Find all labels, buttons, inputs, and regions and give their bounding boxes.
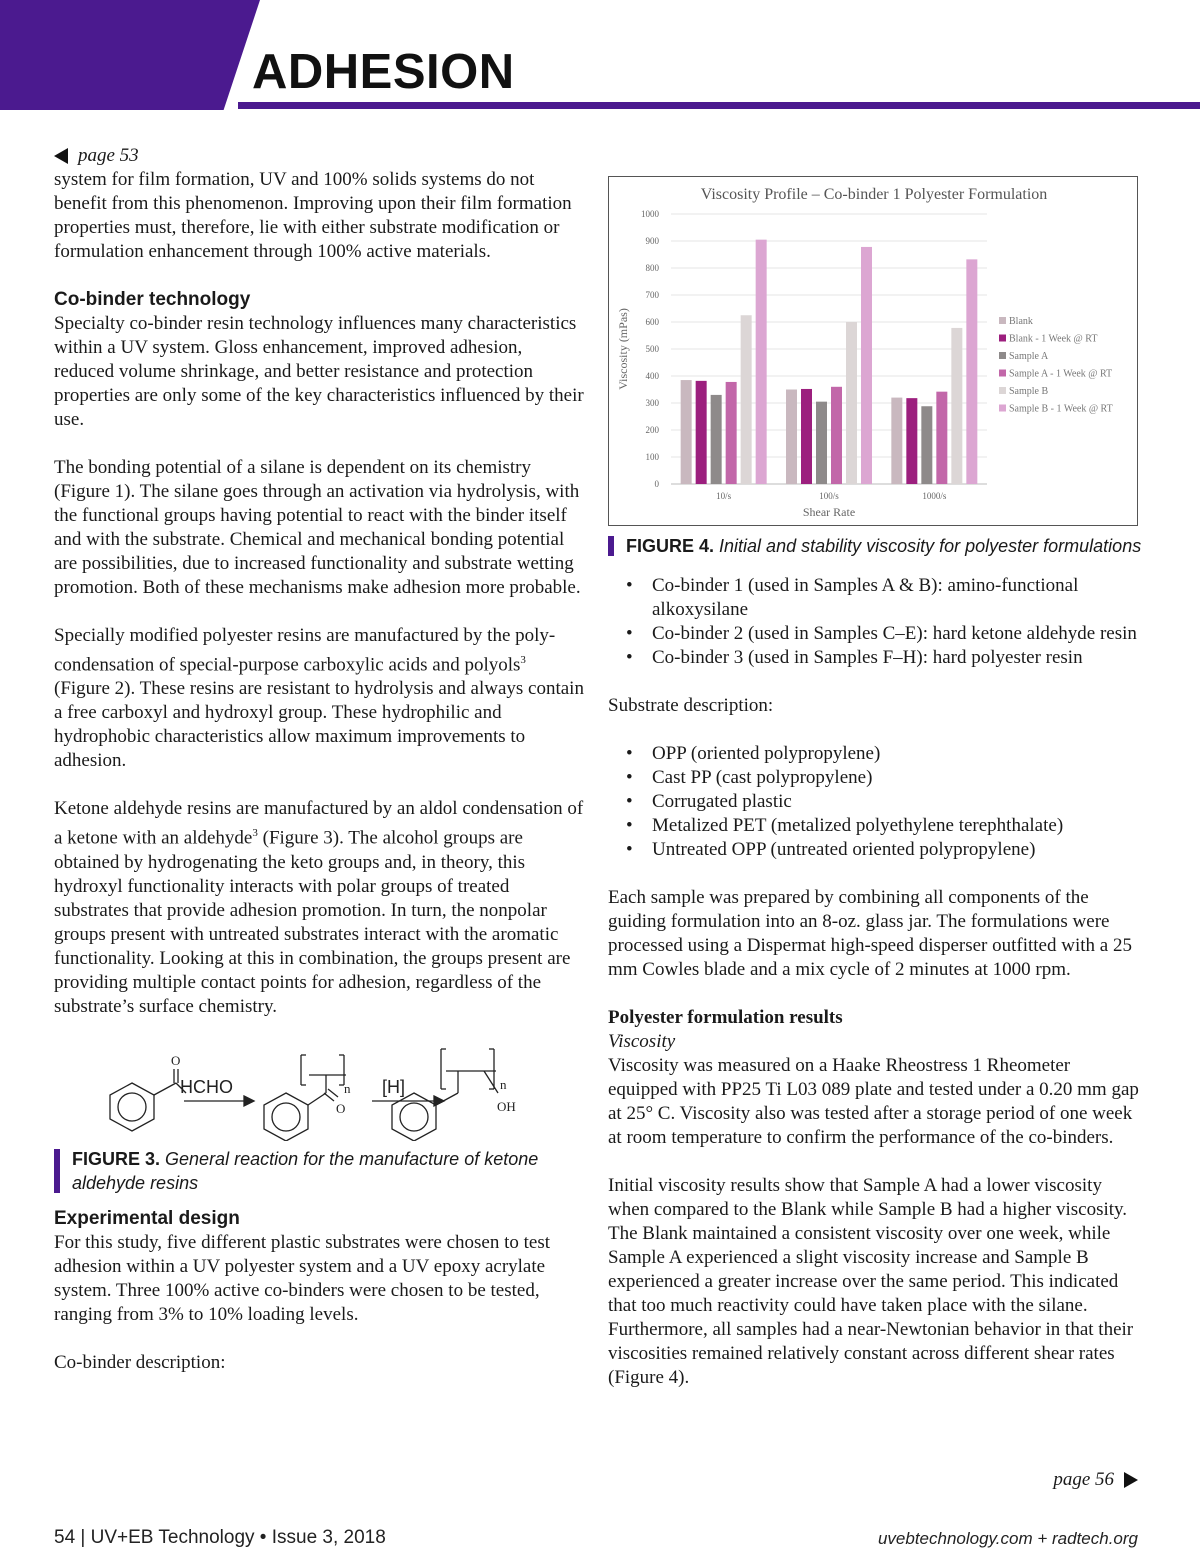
benzene-ring-3 — [392, 1093, 436, 1141]
header-rule — [238, 102, 1200, 109]
y-tick-label: 500 — [645, 344, 659, 354]
legend-label: Blank - 1 Week @ RT — [1009, 333, 1098, 345]
reaction-scheme-drawing — [54, 1031, 584, 1141]
list-item: • Metalized PET (metalized polyethylene terephthalate) — [608, 814, 1143, 838]
bar-sample-a-10s — [711, 395, 722, 484]
aromatic-circle-1 — [118, 1093, 146, 1121]
bar-sample-a-1-week-rt-100s — [831, 387, 842, 484]
p4-ref: 3 — [252, 827, 258, 840]
aromatic-circle-2 — [272, 1103, 300, 1131]
reagent-hcho: HCHO — [180, 1076, 233, 1097]
cobinder-list — [608, 574, 1143, 670]
prev-page-link[interactable] — [54, 144, 584, 168]
benzene-ring-2 — [264, 1093, 308, 1141]
bar-blank-10s — [681, 380, 692, 484]
legend-label: Blank — [1009, 316, 1033, 327]
bar-sample-b-100s — [846, 322, 857, 484]
cobinder-paragraph-4 — [54, 797, 584, 1018]
figure-3-caption — [54, 1147, 584, 1195]
results-paragraph-2: Initial viscosity results show that Sample A had a lower viscosity when compared to the Blank while Sample B had a higher viscosity. The Blank maintained a consistent viscosity over one week, while Sample A experienced a slight viscosity increase and Sample B experienced a greater increase over the same period. This indicated that too much reactivity could have taken place with the silane. Furthermore, all samples had a near-Newtonian behavior in that their viscosities remained relatively constant across different shear rates (Figure 4). — [608, 1175, 1134, 1388]
legend-label: Sample A — [1009, 351, 1049, 362]
list-item: • Co-binder 3 (used in Samples F–H): hard polyester resin — [608, 646, 1143, 670]
p3-ref: 3 — [520, 654, 526, 666]
p4-text-end: (Figure 3). The alcohol groups are obtained by hydrogenating the keto groups and, in theory, this hydroxyl functionality interacts with polar groups of treated substrates that provide adhesion promotion. In turn, the nonpolar groups present with untreated substrates interact with the aromatic functionality. Looking at this in combination, the groups present are providing multiple contact points for adhesion, regardless of the substrate’s surface chemistry. — [54, 827, 571, 1017]
y-tick-label: 200 — [645, 425, 659, 435]
bar-blank-1-week-rt-10s — [696, 381, 707, 484]
figure-4-text: Initial and stability viscosity for polyester formulations — [719, 536, 1142, 556]
y-tick-label: 400 — [645, 371, 659, 381]
cobinder-description-label: Co-binder description: — [54, 1351, 226, 1373]
list-item: • Untreated OPP (untreated oriented polypropylene) — [608, 838, 1143, 862]
figure-3-label: FIGURE 3. — [72, 1148, 161, 1169]
benzene-ring-1 — [110, 1083, 154, 1131]
results-subheading: Viscosity — [608, 1031, 676, 1052]
results-heading: Polyester formulation results — [608, 1007, 843, 1028]
legend-label: Sample A - 1 Week @ RT — [1009, 368, 1113, 380]
y-tick-label: 600 — [645, 317, 659, 327]
y-tick-label: 800 — [645, 263, 659, 273]
cobinder-paragraph-3 — [54, 624, 584, 773]
chart-title: Viscosity Profile – Co-binder 1 Polyester Formulation — [700, 186, 1048, 203]
cobinder-heading: Co-binder technology — [54, 289, 251, 310]
figure-4-label: FIGURE 4. — [626, 536, 715, 556]
list-item: • Co-binder 2 (used in Samples C–E): hard ketone aldehyde resin — [608, 622, 1143, 646]
x-tick-label: 10/s — [716, 491, 732, 501]
legend-swatch — [999, 335, 1006, 342]
right-column — [608, 176, 1143, 1390]
bar-sample-b-10s — [741, 315, 752, 484]
bar-sample-b-1-week-rt-1000s — [966, 259, 977, 484]
legend-label: Sample B - 1 Week @ RT — [1009, 403, 1113, 415]
footer-websites[interactable]: uvebtechnology.com + radtech.org — [877, 1529, 1138, 1548]
bar-blank-1000s — [891, 398, 902, 484]
legend-swatch — [999, 387, 1006, 394]
p3-text: Specially modified polyester resins are manufactured by the poly-condensation of special-purpose carboxylic acids and polyols — [54, 625, 556, 676]
x-tick-label: 1000/s — [922, 491, 947, 501]
figure-3-text: General reaction for the manufacture of ketone aldehyde resins — [72, 1148, 539, 1193]
bar-sample-a-1-week-rt-1000s — [936, 392, 947, 484]
list-item: • Co-binder 1 (used in Samples A & B): amino-functional alkoxysilane — [608, 574, 1143, 622]
o-label-top: O — [171, 1052, 181, 1068]
y-tick-label: 100 — [645, 452, 659, 462]
viscosity-chart — [608, 176, 1138, 526]
legend-label: Sample B — [1009, 386, 1049, 397]
bar-sample-b-1-week-rt-10s — [756, 240, 767, 484]
bar-sample-b-1000s — [951, 328, 962, 484]
n-label-2: n — [500, 1076, 507, 1092]
substrate-label: Substrate description: — [608, 695, 774, 716]
cobinder-paragraph-2: The bonding potential of a silane is dependent on its chemistry (Figure 1). The silane goes through an activation via hydrolysis, with the functional groups having potential to react with the binder itself and with the substrate. Chemical and mechanical bonding potential are possibilities, due to increased functionality and substrate wetting promotion. Both of these mechanisms make adhesion more probable. — [54, 457, 581, 598]
bar-sample-b-1-week-rt-100s — [861, 247, 872, 484]
legend-swatch — [999, 405, 1006, 412]
reaction-scheme — [54, 1031, 584, 1141]
bar-blank-100s — [786, 390, 797, 485]
figure-4-caption — [608, 534, 1143, 558]
viscosity-chart-svg — [609, 177, 1139, 527]
bar-sample-a-1-week-rt-10s — [726, 382, 737, 484]
x-axis-label: Shear Rate — [802, 505, 856, 519]
p4-text: Ketone aldehyde resins are manufactured by an aldol condensation of a ketone with an aldehyde — [54, 798, 584, 849]
y-tick-label: 0 — [654, 479, 659, 489]
y-tick-label: 1000 — [641, 209, 659, 219]
legend-swatch — [999, 317, 1006, 324]
list-item: • OPP (oriented polypropylene) — [608, 742, 1143, 766]
substrate-list — [608, 742, 1143, 862]
bar-blank-1-week-rt-1000s — [906, 398, 917, 484]
next-page-label: page 56 — [1053, 1469, 1114, 1490]
p3-text-end: (Figure 2). These resins are resistant to hydrolysis and always contain a free carboxyl and hydroxyl group. These hydrophilic and hydrophobic characteristics allow maximum improvements to adhesion. — [54, 678, 584, 772]
bar-sample-a-100s — [816, 402, 827, 484]
x-tick-label: 100/s — [819, 491, 839, 501]
experimental-paragraph: For this study, five different plastic substrates were chosen to test adhesion within a UV polyester system and a UV epoxy acrylate system. Three 100% active co-binders were chosen to be tested, ranging from 3% to 10% loading levels. — [54, 1231, 551, 1325]
o-label-mid: O — [336, 1100, 346, 1116]
cobinder-paragraph-1: Specialty co-binder resin technology influences many characteristics within a UV system. Gloss enhancement, improved adhesion, reduced volume shrinkage, and better resistance and protection properties are only some of the key characteristics influenced by their use. — [54, 313, 584, 430]
y-tick-label: 700 — [645, 290, 659, 300]
oh-label: OH — [497, 1098, 516, 1114]
aromatic-circle-3 — [400, 1103, 428, 1131]
bar-blank-1-week-rt-100s — [801, 389, 812, 484]
legend-swatch — [999, 370, 1006, 377]
caption-accent-bar — [608, 536, 614, 556]
list-item: • Corrugated plastic — [608, 790, 1143, 814]
reagent-h: [H] — [382, 1076, 406, 1097]
preparation-paragraph: Each sample was prepared by combining all components of the guiding formulation into an 8-oz. glass jar. The formulations were processed using a Dispermat high-speed disperser outfitted with a 25 mm Cowles blade and a mix cycle of 2 minutes at 1000 rpm. — [608, 887, 1132, 980]
footer-publication: 54 | UV+EB Technology • Issue 3, 2018 — [54, 1527, 386, 1548]
y-tick-label: 300 — [645, 398, 659, 408]
left-column — [54, 144, 584, 1375]
bar-sample-a-1000s — [921, 406, 932, 484]
prev-page-label: page 53 — [78, 145, 139, 166]
header-color-band — [0, 0, 260, 110]
caption-accent-bar — [54, 1149, 60, 1193]
y-axis-label: Viscosity (mPas) — [616, 308, 630, 390]
n-label-1: n — [344, 1080, 351, 1096]
section-title: ADHESION — [252, 45, 515, 99]
experimental-heading: Experimental design — [54, 1207, 240, 1229]
legend-swatch — [999, 352, 1006, 359]
next-page-link[interactable] — [1053, 1468, 1138, 1492]
list-item: • Cast PP (cast polypropylene) — [608, 766, 1143, 790]
results-paragraph-1: Viscosity was measured on a Haake Rheostress 1 Rheometer equipped with PP25 Ti L03 089 plate and tested under a 0.20 mm gap at 25° C. Viscosity also was tested after a storage period of one week at room temperature to confirm the performance of the co-binders. — [608, 1055, 1139, 1148]
y-tick-label: 900 — [645, 236, 659, 246]
arrow-right-icon — [1124, 1472, 1138, 1488]
arrow-left-icon — [54, 148, 68, 164]
intro-paragraph: system for film formation, UV and 100% solids systems do not benefit from this phenomenon. Improving upon their film formation properties must, therefore, lie with either substrate modification or formulation enhancement through 100% active materials. — [54, 169, 572, 262]
